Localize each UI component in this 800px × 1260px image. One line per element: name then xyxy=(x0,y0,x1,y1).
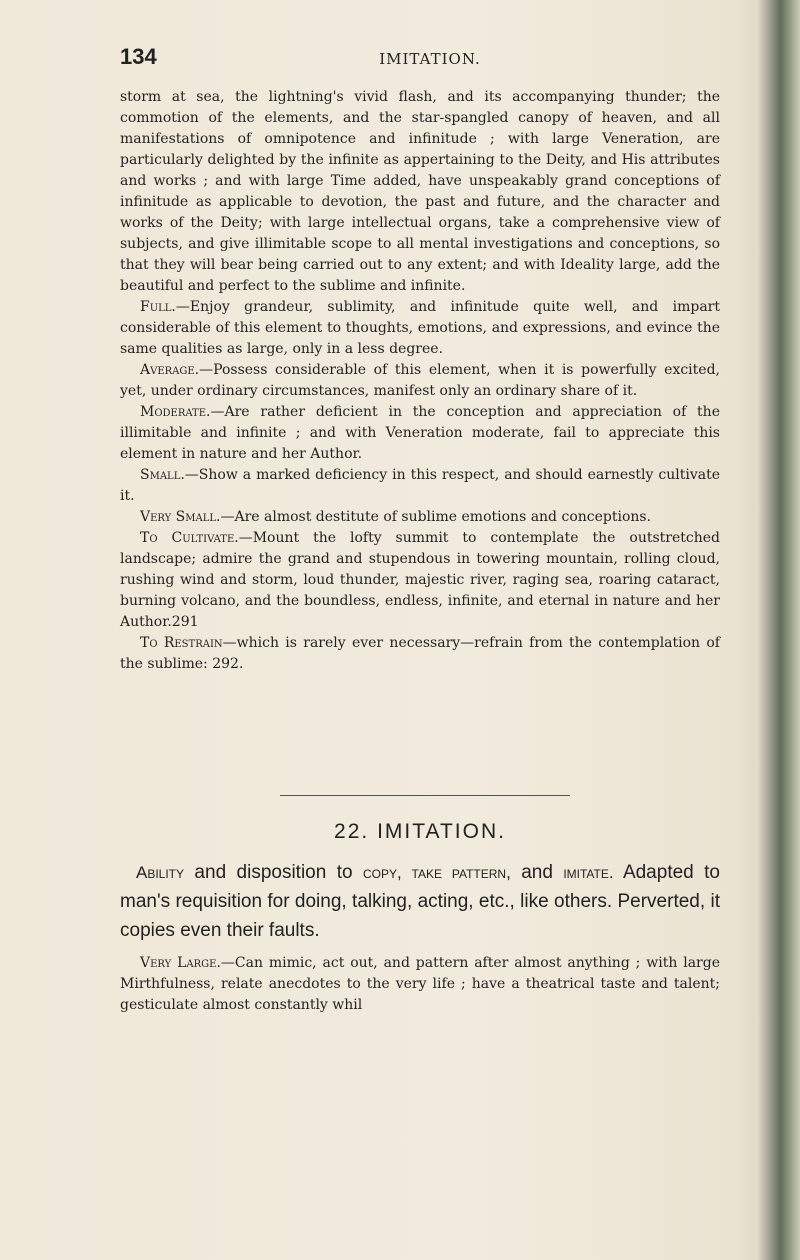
running-title: IMITATION. xyxy=(379,50,481,68)
paragraph-average: Average.—Possess considerable of this element, when it is powerfully excited, yet, under ordinary circumstances, manifest only an ordinary share of it. xyxy=(120,362,720,399)
page-edge-shadow xyxy=(756,0,800,1260)
label-to-restrain: To Restrain xyxy=(140,635,223,651)
paragraph-full: Full.—Enjoy grandeur, sublimity, and infinitude quite well, and impart considerable of this element to thoughts, emotions, and expressions, and evince the same qualities as large, only in a less degree. xyxy=(120,299,720,357)
label-average: Average. xyxy=(140,362,200,378)
section-imitation xyxy=(120,820,720,1016)
label-very-large: Very Large. xyxy=(140,955,221,971)
label-very-small: Very Small. xyxy=(140,509,221,525)
label-moderate: Moderate. xyxy=(140,404,211,420)
label-to-cultivate: To Cultivate. xyxy=(140,530,239,546)
paragraph-to-restrain: To Restrain—which is rarely ever necessary—refrain from the contemplation of the sublime: 292. xyxy=(120,635,720,672)
paragraph-moderate: Moderate.—Are rather deficient in the conception and appreciation of the illimitable and infinite ; and with Veneration moderate, fail to appreciate this element in nature and her Author. xyxy=(120,404,720,462)
label-small: Small. xyxy=(140,467,185,483)
paragraph-sublimity-large: storm at sea, the lightning's vivid flash, and its accompanying thunder; the commotion of the elements, and the star-spangled canopy of heaven, and all manifestations of omnipotence and infinitude ; with large Veneration, are particularly delighted by the infinite as appertaining to the Deity, and His attributes and works ; and with large Time added, have unspeakably grand conceptions of infinitude as applicable to devotion, the past and future, and the character and works of the Deity; with large intellectual organs, take a comprehensive view of subjects, and give illimitable scope to all mental investigations and conceptions, so that they will bear being carried out to any extent; and with Ideality large, add the beautiful and perfect to the sublime and infinite. xyxy=(120,89,720,294)
running-head xyxy=(120,44,740,74)
paragraph-to-cultivate: To Cultivate.—Mount the lofty summit to contemplate the outstretched landscape; admire the grand and stupendous in towering mountain, rolling cloud, rushing wind and storm, loud thunder, majestic river, raging sea, roaring cataract, burning volcano, and the boundless, endless, infinite, and eternal in nature and her Author.291 xyxy=(120,530,720,630)
continuation-text xyxy=(120,87,720,675)
definition-label: Ability xyxy=(136,863,185,882)
section-divider xyxy=(280,795,570,796)
section-title: 22. IMITATION. xyxy=(334,820,506,843)
section-definition: Ability and disposition to copy, take pattern, and imitate. Adapted to man's requisition for doing, talking, acting, etc., like others. Perverted, it copies even their faults. xyxy=(120,862,720,941)
label-full: Full. xyxy=(140,299,176,315)
paragraph-very-large: Very Large.—Can mimic, act out, and pattern after almost anything ; with large Mirthfulness, relate anecdotes to the very life ; have a theatrical taste and talent; gesticulate almost constantly whil xyxy=(120,955,720,1013)
page-number: 134 xyxy=(120,44,157,69)
paragraph-small: Small.—Show a marked deficiency in this respect, and should earnestly cultivate it. xyxy=(120,467,720,504)
paragraph-very-small: Very Small.—Are almost destitute of sublime emotions and conceptions. xyxy=(140,509,652,525)
